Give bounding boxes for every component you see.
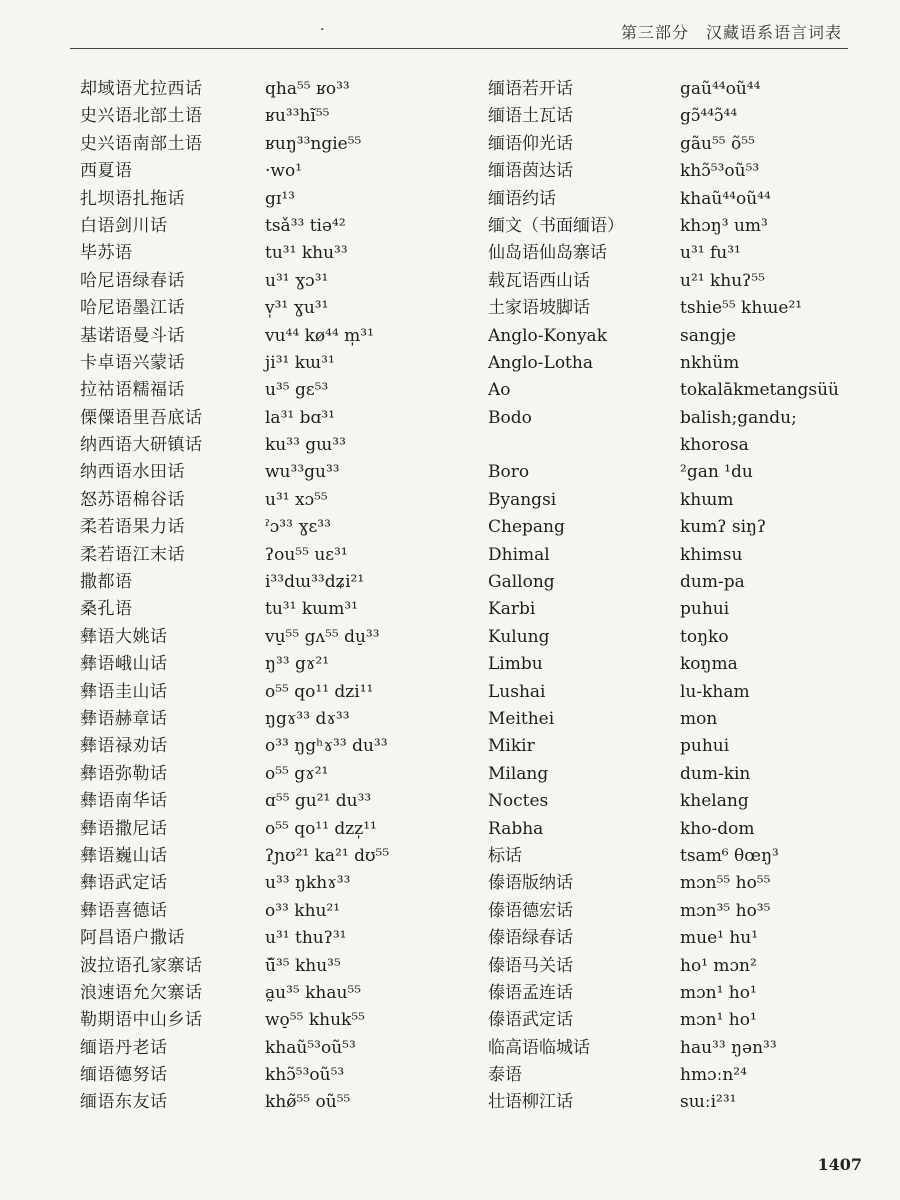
page-number: 1407 — [817, 1155, 862, 1174]
word-form: tu³¹ khu³³ — [265, 243, 348, 264]
word-entry-row — [488, 788, 839, 815]
word-form: dum-kin — [680, 763, 751, 784]
word-form: khimsu — [680, 544, 743, 565]
word-entry-row — [488, 487, 839, 514]
word-entry-row — [488, 898, 839, 925]
word-entry-row — [488, 459, 839, 486]
word-form: tshie⁵⁵ khɯe²¹ — [680, 298, 803, 319]
language-name: Dhimal — [488, 544, 550, 565]
word-form: wo̠⁵⁵ khuk⁵⁵ — [265, 1010, 365, 1031]
word-entry-row — [80, 459, 389, 486]
word-entry-row — [488, 158, 839, 185]
word-form: hmɔːn²⁴ — [680, 1065, 747, 1086]
word-entry-row — [488, 432, 839, 459]
language-name: 标话 — [488, 845, 522, 866]
language-name: 阿昌语户撒话 — [80, 928, 185, 949]
word-entry-row — [80, 898, 389, 925]
word-entry-row — [488, 323, 839, 350]
word-form: ʁuŋ³³ngie⁵⁵ — [265, 133, 362, 154]
language-name: 傣语版纳话 — [488, 873, 573, 894]
language-name: 柔若语江末话 — [80, 544, 185, 565]
language-name: 基诺语曼斗话 — [80, 325, 185, 346]
language-name: Anglo-Lotha — [488, 352, 593, 373]
word-form: ·wo¹ — [265, 161, 303, 182]
language-name: Chepang — [488, 517, 565, 538]
language-name: 彝语峨山话 — [80, 654, 168, 675]
word-entry-row — [80, 186, 389, 213]
word-form: lu-kham — [680, 681, 750, 702]
language-name: 缅语约话 — [488, 188, 556, 209]
language-name: Anglo-Konyak — [488, 325, 607, 346]
word-entry-row — [80, 487, 389, 514]
word-entry-row — [488, 706, 839, 733]
word-form: khorosa — [680, 435, 749, 456]
word-entry-row — [488, 131, 839, 158]
word-entry-row — [80, 514, 389, 541]
word-entry-row — [488, 295, 839, 322]
word-form: kho-dom — [680, 818, 755, 839]
word-entry-row — [80, 925, 389, 952]
word-form: mue¹ hu¹ — [680, 928, 759, 949]
word-form: u³⁵ gɛ⁵³ — [265, 380, 329, 401]
word-entry-row — [488, 213, 839, 240]
word-form: khɔ̃⁵³oũ⁵³ — [265, 1065, 345, 1086]
language-name: Milang — [488, 763, 549, 784]
left-column — [80, 76, 389, 1117]
word-entry-row — [80, 679, 389, 706]
word-entry-row — [80, 816, 389, 843]
language-name: 载瓦语西山话 — [488, 270, 590, 291]
word-entry-row — [488, 870, 839, 897]
word-entry-row — [488, 679, 839, 706]
language-name: Byangsi — [488, 489, 557, 510]
word-entry-row — [488, 761, 839, 788]
word-entry-row — [488, 569, 839, 596]
word-entry-row — [488, 268, 839, 295]
word-entry-row — [488, 76, 839, 103]
word-entry-row — [80, 158, 389, 185]
word-entry-row — [488, 405, 839, 432]
word-form: mɔn⁵⁵ ho⁵⁵ — [680, 873, 771, 894]
language-name: 拉祜语糯福话 — [80, 380, 185, 401]
running-header-title: 第三部分 汉藏语系语言词表 — [620, 23, 842, 42]
language-name: 哈尼语墨江话 — [80, 298, 185, 319]
right-column — [488, 76, 839, 1117]
language-name: 缅语若开话 — [488, 79, 573, 99]
language-name: 勒期语中山乡话 — [80, 1010, 203, 1031]
language-name: 彝语巍山话 — [80, 845, 168, 866]
word-entry-row — [80, 596, 389, 623]
word-entry-row — [80, 350, 389, 377]
word-entry-row — [80, 980, 389, 1007]
word-entry-row — [488, 542, 839, 569]
language-name: Rabha — [488, 818, 544, 839]
word-entry-row — [80, 213, 389, 240]
word-form: tsǎ³³ tiə⁴² — [265, 215, 346, 236]
word-form: ŋ³³ gɤ²¹ — [265, 654, 330, 675]
word-entry-row — [488, 816, 839, 843]
word-form: o³³ ŋgʰɤ³³ du³³ — [265, 736, 388, 757]
header-rule — [70, 48, 848, 49]
word-form: wu³³gu³³ — [265, 462, 340, 483]
language-name: Bodo — [488, 407, 532, 428]
word-form: sangje — [680, 325, 737, 346]
word-form: mɔn³⁵ ho³⁵ — [680, 900, 771, 921]
word-form: ŋgɤ³³ dɤ³³ — [265, 708, 350, 729]
language-name: 波拉语孔家寨话 — [80, 955, 203, 976]
word-form: o³³ khu²¹ — [265, 900, 341, 921]
word-form: hau³³ ŋən³³ — [680, 1037, 777, 1058]
word-entry-row — [80, 761, 389, 788]
word-entry-row — [80, 1062, 389, 1089]
language-name: 缅语茵达话 — [488, 161, 573, 182]
word-entry-row — [80, 323, 389, 350]
word-entry-row — [488, 1089, 839, 1116]
word-form: gãu⁵⁵ õ⁵⁵ — [680, 133, 755, 154]
word-form: puhui — [680, 736, 730, 757]
word-entry-row — [80, 788, 389, 815]
word-entry-row — [80, 569, 389, 596]
word-form: toŋko — [680, 626, 729, 647]
word-entry-row — [80, 1035, 389, 1062]
word-form: puhui — [680, 599, 730, 620]
word-entry-row — [80, 953, 389, 980]
language-name: 彝语禄劝话 — [80, 736, 168, 757]
word-form: nkhüm — [680, 352, 740, 373]
language-name: 仙岛语仙岛寨话 — [488, 243, 607, 264]
language-name: 卡卓语兴蒙话 — [80, 352, 185, 373]
word-form: u²¹ khuʔ⁵⁵ — [680, 270, 765, 291]
language-name: 傣语绿春话 — [488, 928, 573, 949]
language-name — [488, 432, 680, 459]
word-form: ku³³ gɯ³³ — [265, 435, 346, 456]
language-name: 白语剑川话 — [80, 215, 168, 236]
word-form: a̰u³⁵ khau⁵⁵ — [265, 982, 362, 1003]
language-name: Lushai — [488, 681, 546, 702]
language-name: 彝语弥勒话 — [80, 763, 168, 784]
word-entry-row — [80, 405, 389, 432]
language-name: 泰语 — [488, 1065, 522, 1086]
language-name: 桑孔语 — [80, 599, 133, 620]
language-name: 缅文（书面缅语） — [488, 215, 624, 236]
word-form: mɔn¹ ho¹ — [680, 982, 757, 1003]
word-entry-row — [488, 953, 839, 980]
word-form: u³³ ŋkhɤ³³ — [265, 873, 351, 894]
language-name: 彝语南华话 — [80, 791, 168, 812]
language-name: 扎坝语扎拖话 — [80, 188, 185, 209]
word-entry-row — [488, 843, 839, 870]
language-name: 傣语武定话 — [488, 1010, 573, 1031]
word-form: khɔŋ³ um³ — [680, 215, 768, 236]
language-name: 彝语武定话 — [80, 873, 168, 894]
word-form: u³¹ ɣɔ³¹ — [265, 270, 329, 291]
word-form: dum-pa — [680, 572, 745, 593]
word-entry-row — [488, 240, 839, 267]
language-name: 彝语赫章话 — [80, 708, 168, 729]
word-form: ŭ̃³⁵ khu³⁵ — [265, 955, 341, 976]
word-entry-row — [488, 103, 839, 130]
language-name: 毕苏语 — [80, 243, 133, 264]
word-entry-row — [488, 651, 839, 678]
word-form: khelang — [680, 791, 749, 812]
word-entry-row — [80, 268, 389, 295]
word-form: tokalākmetangsüü — [680, 380, 839, 401]
word-entry-row — [80, 542, 389, 569]
word-form: i³³dɯ³³dʑi²¹ — [265, 572, 365, 593]
language-name: 史兴语南部土语 — [80, 133, 203, 154]
language-name: 史兴语北部土语 — [80, 106, 203, 127]
word-form: sɯːi²³¹ — [680, 1092, 737, 1113]
word-form: vu⁴⁴ kø⁴⁴ m̩³¹ — [265, 325, 374, 346]
language-name: Meithei — [488, 708, 555, 729]
language-name: Boro — [488, 462, 530, 483]
word-form: balish;gandu; — [680, 407, 797, 428]
language-name: 傈僳语里吾底话 — [80, 407, 203, 428]
word-form: koŋma — [680, 654, 738, 675]
word-entry-row — [488, 624, 839, 651]
language-name: Gallong — [488, 572, 555, 593]
language-name: 彝语喜德话 — [80, 900, 168, 921]
word-form: o⁵⁵ gɤ²¹ — [265, 763, 329, 784]
word-form: u³¹ xɔ⁵⁵ — [265, 489, 328, 510]
word-form: ɑ⁵⁵ gu²¹ du³³ — [265, 791, 372, 812]
language-name: 缅语德努话 — [80, 1065, 168, 1086]
word-form: ho¹ mɔn² — [680, 955, 757, 976]
language-name: Limbu — [488, 654, 543, 675]
word-form: gɪ¹³ — [265, 188, 295, 209]
word-form: mon — [680, 708, 718, 729]
language-name: 缅语丹老话 — [80, 1037, 168, 1058]
word-entry-row — [80, 103, 389, 130]
word-form: o⁵⁵ qo¹¹ dzz̩¹¹ — [265, 818, 377, 839]
word-entry-row — [488, 925, 839, 952]
word-form: ˀɔ³³ ɣɛ³³ — [265, 517, 331, 538]
word-form: qha⁵⁵ ʁo³³ — [265, 79, 350, 99]
language-name: 土家语坡脚话 — [488, 298, 590, 319]
language-name: 却域语尤拉西话 — [80, 79, 203, 99]
word-entry-row — [80, 651, 389, 678]
word-form: khɔ̃⁵³oũ⁵³ — [680, 161, 760, 182]
language-name: 纳西语水田话 — [80, 462, 185, 483]
word-form: khaũ⁵³oũ⁵³ — [265, 1037, 356, 1058]
language-name: 缅语东友话 — [80, 1092, 168, 1113]
word-form: ²gan ¹du — [680, 462, 753, 483]
word-form: tsam⁶ θœŋ³ — [680, 845, 779, 866]
word-entry-row — [488, 350, 839, 377]
language-name: 缅语土瓦话 — [488, 106, 573, 127]
word-entry-row — [488, 377, 839, 404]
word-form: ji³¹ kɯ³¹ — [265, 352, 335, 373]
word-entry-row — [488, 1007, 839, 1034]
language-name: 西夏语 — [80, 161, 133, 182]
word-entry-row — [80, 76, 389, 103]
page-header — [70, 14, 848, 48]
word-entry-row — [488, 186, 839, 213]
word-entry-row — [488, 733, 839, 760]
word-form: tu³¹ kɯm³¹ — [265, 599, 358, 620]
word-entry-row — [80, 377, 389, 404]
word-form: khø̃⁵⁵ oũ⁵⁵ — [265, 1092, 351, 1113]
word-entry-row — [488, 514, 839, 541]
word-entry-row — [80, 870, 389, 897]
word-entry-row — [80, 706, 389, 733]
word-entry-row — [80, 240, 389, 267]
word-form: khɯm — [680, 489, 734, 510]
word-form: v̩³¹ ɣu³¹ — [265, 298, 329, 319]
language-name: Kulung — [488, 626, 550, 647]
language-name: 浪速语允欠寨话 — [80, 982, 203, 1003]
word-entry-row — [80, 733, 389, 760]
word-form: vu̠⁵⁵ gʌ⁵⁵ du̠³³ — [265, 626, 380, 647]
word-form: gɔ̃⁴⁴ɔ̃⁴⁴ — [680, 106, 738, 127]
word-entry-row — [80, 1089, 389, 1116]
word-form: la³¹ bɑ³¹ — [265, 407, 336, 428]
word-entry-row — [80, 295, 389, 322]
language-name: 缅语仰光话 — [488, 133, 573, 154]
language-name: 撒都语 — [80, 572, 133, 593]
language-name: 临高语临城话 — [488, 1037, 590, 1058]
language-name: 怒苏语棉谷话 — [80, 489, 185, 510]
word-form: ʔɲʊ²¹ ka²¹ dʊ⁵⁵ — [265, 845, 390, 866]
word-entry-row — [80, 432, 389, 459]
word-entry-row — [80, 131, 389, 158]
word-entry-row — [488, 1035, 839, 1062]
word-form: mɔn¹ ho¹ — [680, 1010, 757, 1031]
language-name: 壮语柳江话 — [488, 1092, 573, 1113]
word-entry-row — [80, 843, 389, 870]
word-entry-row — [488, 1062, 839, 1089]
word-form: o⁵⁵ qo¹¹ dzi¹¹ — [265, 681, 374, 702]
language-name: 彝语撒尼话 — [80, 818, 168, 839]
language-name: 彝语大姚话 — [80, 626, 168, 647]
word-entry-row — [488, 980, 839, 1007]
language-name: Karbi — [488, 599, 536, 620]
word-form: ʔou⁵⁵ uɛ³¹ — [265, 544, 348, 565]
language-name: 傣语孟连话 — [488, 982, 573, 1003]
word-form: khaũ⁴⁴oũ⁴⁴ — [680, 188, 771, 209]
language-name: Noctes — [488, 791, 549, 812]
word-form: u³¹ fu³¹ — [680, 243, 741, 264]
language-name: 纳西语大研镇话 — [80, 435, 203, 456]
language-name: 傣语马关话 — [488, 955, 573, 976]
language-name: 彝语圭山话 — [80, 681, 168, 702]
word-form: kumʔ siŋʔ — [680, 517, 767, 538]
word-form: gaũ⁴⁴oũ⁴⁴ — [680, 79, 761, 99]
language-name: 柔若语果力话 — [80, 517, 185, 538]
word-entry-row — [488, 596, 839, 623]
word-form: u³¹ thuʔ³¹ — [265, 928, 347, 949]
header-dot: · — [320, 22, 325, 38]
language-name: Ao — [488, 380, 511, 401]
language-name: 哈尼语绿春话 — [80, 270, 185, 291]
word-entry-row — [80, 1007, 389, 1034]
word-entry-row — [80, 624, 389, 651]
language-name: Mikir — [488, 736, 535, 757]
word-form: ʁu³³hĩ⁵⁵ — [265, 106, 330, 127]
language-name: 傣语德宏话 — [488, 900, 573, 921]
